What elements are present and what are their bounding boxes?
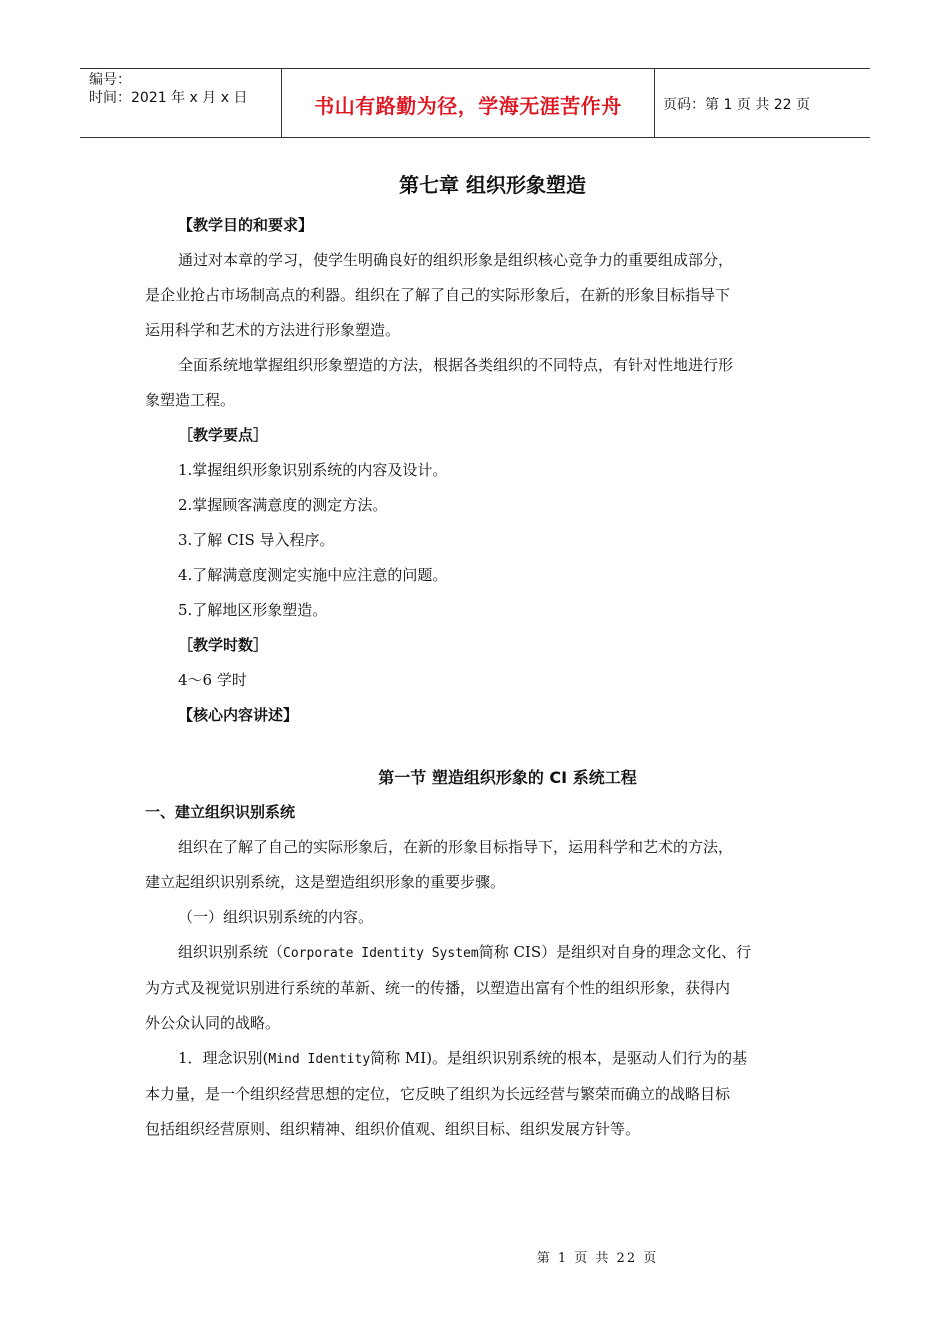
list-item: 1.掌握组织形象识别系统的内容及设计。	[178, 461, 448, 479]
paragraph-line	[145, 1041, 805, 1077]
mi-english-term: Mind Identity	[268, 1052, 371, 1067]
subsection-item: （一）组织识别系统的内容。	[178, 908, 374, 926]
paragraph-line: 外公众认同的战略。	[145, 1014, 281, 1032]
paragraph-line: 为方式及视觉识别进行系统的革新、统一的传播，以塑造出富有个性的组织形象，获得内	[145, 979, 731, 997]
goals-paragraph-line: 通过对本章的学习，使学生明确良好的组织形象是组织核心竞争力的重要组成部分，	[178, 251, 734, 269]
paragraph-line	[145, 935, 805, 971]
mi-text-c: 简称 MI)。是组织识别系统的根本，是驱动人们行为的基	[370, 1049, 748, 1067]
hours-heading: ［教学时数］	[178, 636, 269, 654]
section-title: 第一节 塑造组织形象的 CI 系统工程	[378, 768, 637, 787]
subsection-heading: 一、建立组织识别系统	[145, 803, 296, 821]
paragraph-line: 包括组织经营原则、组织精神、组织价值观、组织目标、组织发展方针等。	[145, 1120, 641, 1138]
points-heading: ［教学要点］	[178, 426, 269, 444]
goals-paragraph-line: 全面系统地掌握组织形象塑造的方法，根据各类组织的不同特点，有针对性地进行形	[178, 356, 734, 374]
document-body	[145, 170, 805, 1147]
page-footer: 第 1 页 共 22 页	[536, 1251, 659, 1266]
list-item: 2.掌握顾客满意度的测定方法。	[178, 496, 388, 514]
header-page-code: 页码：第 1 页 共 22 页	[663, 97, 810, 113]
paragraph-line: 建立起组织识别系统，这是塑造组织形象的重要步骤。	[145, 873, 506, 891]
serial-label: 编号：	[89, 72, 131, 88]
paragraph-line: 组织在了解了自己的实际形象后，在新的形象目标指导下，运用科学和艺术的方法，	[178, 838, 734, 856]
chapter-title: 第七章 组织形象塑造	[399, 173, 586, 197]
mi-text-a: 1．理念识别(	[178, 1049, 269, 1067]
goals-paragraph-line: 象塑造工程。	[145, 391, 236, 409]
goals-heading: 【教学目的和要求】	[178, 216, 314, 234]
page-header-table	[80, 68, 870, 138]
hours-value: 4～6 学时	[178, 671, 247, 689]
time-label: 时间：2021 年 x 月 x 日	[89, 90, 248, 106]
header-motto: 书山有路勤为径，学海无涯苦作舟	[282, 69, 655, 137]
goals-paragraph-line: 运用科学和艺术的方法进行形象塑造。	[145, 321, 401, 339]
goals-paragraph-line: 是企业抢占市场制高点的利器。组织在了解了自己的实际形象后，在新的形象目标指导下	[145, 286, 731, 304]
list-item: 3.了解 CIS 导入程序。	[178, 531, 335, 549]
cis-text-a: 组织识别系统（	[178, 943, 284, 961]
list-item: 5.了解地区形象塑造。	[178, 601, 328, 619]
core-heading: 【核心内容讲述】	[178, 706, 299, 724]
header-meta-cell	[80, 69, 282, 137]
paragraph-line: 本力量，是一个组织经营思想的定位，它反映了组织为长远经营与繁荣而确立的战略目标	[145, 1085, 731, 1103]
cis-english-term: Corporate Identity System	[283, 946, 479, 961]
list-item: 4.了解满意度测定实施中应注意的问题。	[178, 566, 448, 584]
cis-text-c: 简称 CIS）是组织对自身的理念文化、行	[478, 943, 752, 961]
